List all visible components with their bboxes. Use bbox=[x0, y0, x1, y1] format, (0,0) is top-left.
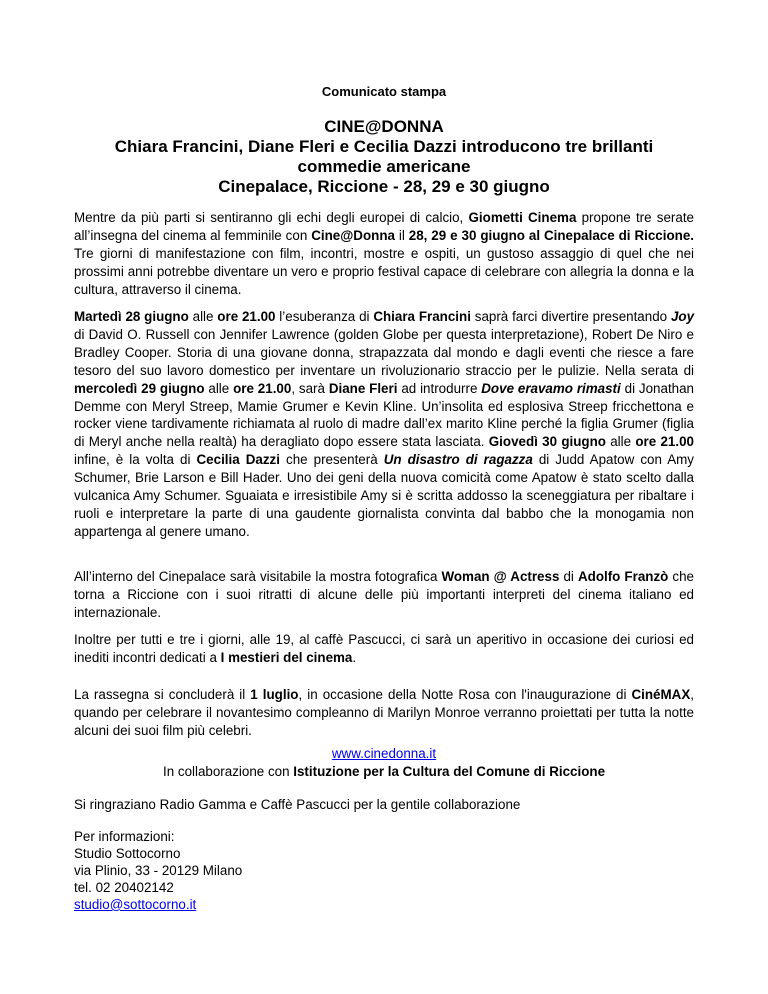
aperitivo-paragraph: Inoltre per tutti e tre i giorni, alle 19, al caffè Pascucci, ci sarà un aperitivo in occasione dei curiosi ed inediti incontri dedicati a I mestieri del cinema. bbox=[74, 632, 694, 665]
intro-paragraph: Mentre da più parti si sentiranno gli echi degli europei di calcio, Giometti Cinema propone tre serate all’insegna del cinema al femminile con Cine@Donna il 28, 29 e 30 giugno al Cinepalace di Riccione. Tre giorni di manifestazione con film, incontri, mostre e ospiti, un gustoso assaggio di quel che nei prossimi anni potrebbe diventare un vero e proprio festival capace di celebrare con allegria la donna e la cultura, attraverso il cinema. bbox=[74, 210, 694, 297]
website-line bbox=[74, 745, 694, 763]
exhibit-paragraph: All’interno del Cinepalace sarà visitabile la mostra fotografica Woman @ Actress di Adolfo Franzò che torna a Riccione con i suoi ritratti di alcune delle più importanti interpreti del cinema italiano ed internazionale. bbox=[74, 569, 694, 620]
website-link[interactable]: www.cinedonna.it bbox=[331, 746, 437, 761]
contact-name: Studio Sottocorno bbox=[74, 846, 181, 861]
title-line-4: Cinepalace, Riccione - 28, 29 e 30 giugno bbox=[218, 177, 550, 196]
press-release-title bbox=[74, 117, 694, 197]
thanks-line: Si ringraziano Radio Gamma e Caffè Pascucci per la gentile collaborazione bbox=[74, 797, 521, 812]
title-line-3: commedie americane bbox=[297, 157, 471, 176]
contact-email-link[interactable]: studio@sottocorno.it bbox=[74, 897, 197, 912]
title-line-2: Chiara Francini, Diane Fleri e Cecilia Dazzi introducono tre brillanti bbox=[114, 137, 654, 156]
contact-block bbox=[74, 828, 242, 913]
contact-address: via Plinio, 33 - 20129 Milano bbox=[74, 863, 243, 878]
program-paragraph: Martedì 28 giugno alle ore 21.00 l’esuberanza di Chiara Francini saprà farci divertire presentando Joy di David O. Russell con Jennifer Lawrence (golden Globe per questa interpretazione), Robert De Niro e Bradley Cooper. Storia di una giovane donna, strapazzata dal mondo e dagli eventi che riesce a fare tesoro del suo lavoro domestico per inventare un rivoluzionario straccio per le pulizie. Nella serata di mercoledì 29 giugno alle ore 21.00, sarà Diane Fleri ad introdurre Dove eravamo rimasti di Jonathan Demme con Meryl Streep, Mamie Grumer e Kevin Kline. Un’insolita ed esplosiva Streep fricchettona e rocker viene tardivamente richiamata al ruolo di madre dall’ex marito Kline perché la figlia Grumer (figlia di Meryl anche nella realtà) ha deragliato dopo essere stata lasciata. Giovedì 30 giugno alle ore 21.00 infine, è la volta di Cecilia Dazzi che presenterà Un disastro di ragazza di Judd Apatow con Amy Schumer, Brie Larson e Bill Hader. Uno dei geni della nuova comicità come Apatow è stato scelto dalla vulcanica Amy Schumer. Sguaiata e irresistibile Amy si è scritta addosso la sceneggiatura per ribaltare i ruoli e interpretare la parte di una gaudente giornalista convinta dal babbo che la monogamia non appartenga al genere umano. bbox=[74, 309, 695, 539]
contact-heading: Per informazioni: bbox=[74, 829, 175, 844]
closing-paragraph: La rassegna si concluderà il 1 luglio, in occasione della Notte Rosa con l'inaugurazione di CinéMAX, quando per celebrare il novantesimo compleanno di Marilyn Monroe verranno proiettati per tutta la notte alcuni dei suoi film più celebri. bbox=[74, 687, 694, 738]
collaboration-line: In collaborazione con Istituzione per la Cultura del Comune di Riccione bbox=[162, 764, 606, 779]
title-line-1: CINE@DONNA bbox=[324, 117, 444, 136]
contact-phone: tel. 02 20402142 bbox=[74, 880, 174, 895]
document-kicker: Comunicato stampa bbox=[321, 84, 447, 99]
